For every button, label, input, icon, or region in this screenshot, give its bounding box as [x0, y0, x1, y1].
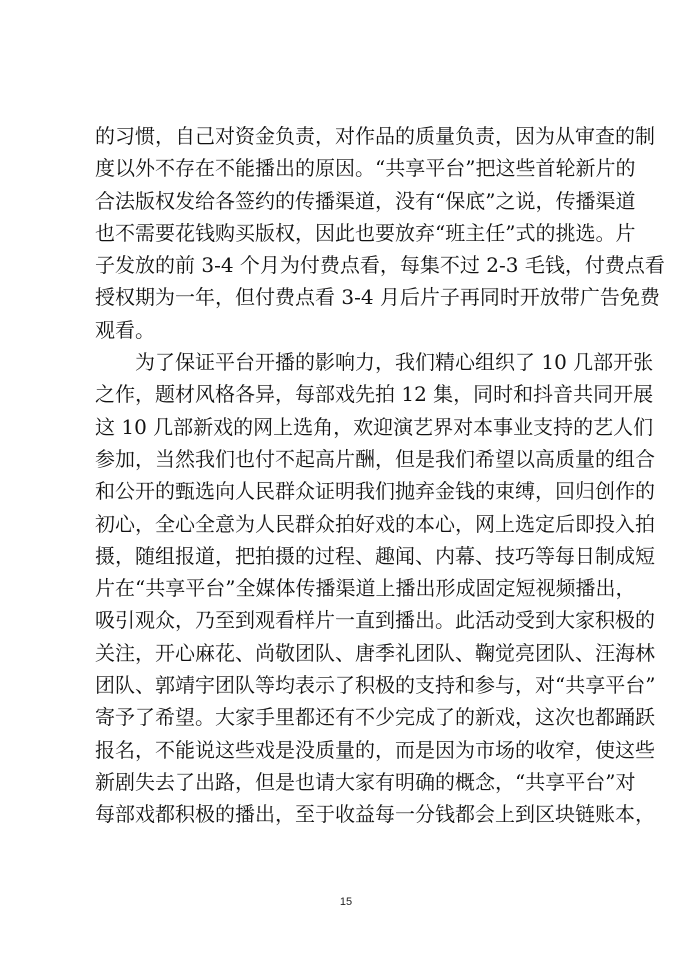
text-line: 授权期为一年，但付费点看 3-4 月后片子再同时开放带广告免费: [95, 285, 660, 310]
text-line: 片在“共享平台”全媒体传播渠道上播出形成固定短视频播出，: [95, 576, 636, 601]
text-line: 这 10 几部新戏的网上选角，欢迎演艺界对本事业支持的艺人们: [95, 414, 654, 439]
text-line: 报名，不能说这些戏是没质量的，而是因为市场的收窄，使这些: [95, 737, 655, 762]
text-line: 团队、郭靖宇团队等均表示了积极的支持和参与，对“共享平台”: [95, 673, 656, 698]
text-line: 参加，当然我们也付不起高片酬，但是我们希望以高质量的组合: [95, 446, 655, 471]
text-line: 合法版权发给各签约的传播渠道，没有“保底”之说，传播渠道: [95, 188, 636, 213]
text-line: 度以外不存在不能播出的原因。“共享平台”把这些首轮新片的: [95, 156, 636, 181]
text-line: 寄予了希望。大家手里都还有不少完成了的新戏，这次也都踊跃: [95, 705, 655, 730]
text-line: 为了保证平台开播的影响力，我们精心组织了 10 几部开张: [135, 350, 654, 375]
text-line: 吸引观众，乃至到观看样片一直到播出。此活动受到大家积极的: [95, 608, 655, 633]
text-line: 的习惯，自己对资金负责，对作品的质量负责，因为从审查的制: [95, 124, 655, 148]
text-line: 关注，开心麻花、尚敬团队、唐季礼团队、鞠觉亮团队、汪海林: [95, 640, 655, 665]
text-line: 也不需要花钱购买版权，因此也要放弃“班主任”式的挑选。片: [95, 220, 636, 245]
text-line: 观看。: [95, 317, 155, 342]
text-line: 摄，随组报道，把拍摄的过程、趣闻、内幕、技巧等每日制成短: [95, 543, 655, 568]
text-line: 和公开的甄选向人民群众证明我们抛弃金钱的束缚，回归创作的: [95, 479, 655, 504]
text-line: 子发放的前 3-4 个月为付费点看，每集不过 2-3 毛钱，付费点看: [95, 253, 665, 278]
paragraph-2: [95, 346, 656, 830]
text-line: 初心，全心全意为人民群众拍好戏的本心，网上选定后即投入拍: [95, 511, 655, 536]
text-line: 每部戏都积极的播出，至于收益每一分钱都会上到区块链账本，: [95, 802, 655, 827]
page-number: 15: [339, 896, 353, 908]
text-line: 新剧失去了出路，但是也请大家有明确的概念，“共享平台”对: [95, 769, 636, 794]
paragraph-1: [95, 120, 665, 346]
body-text: [95, 120, 665, 831]
text-line: 之作，题材风格各异，每部戏先拍 12 集，同时和抖音共同开展: [95, 382, 654, 407]
